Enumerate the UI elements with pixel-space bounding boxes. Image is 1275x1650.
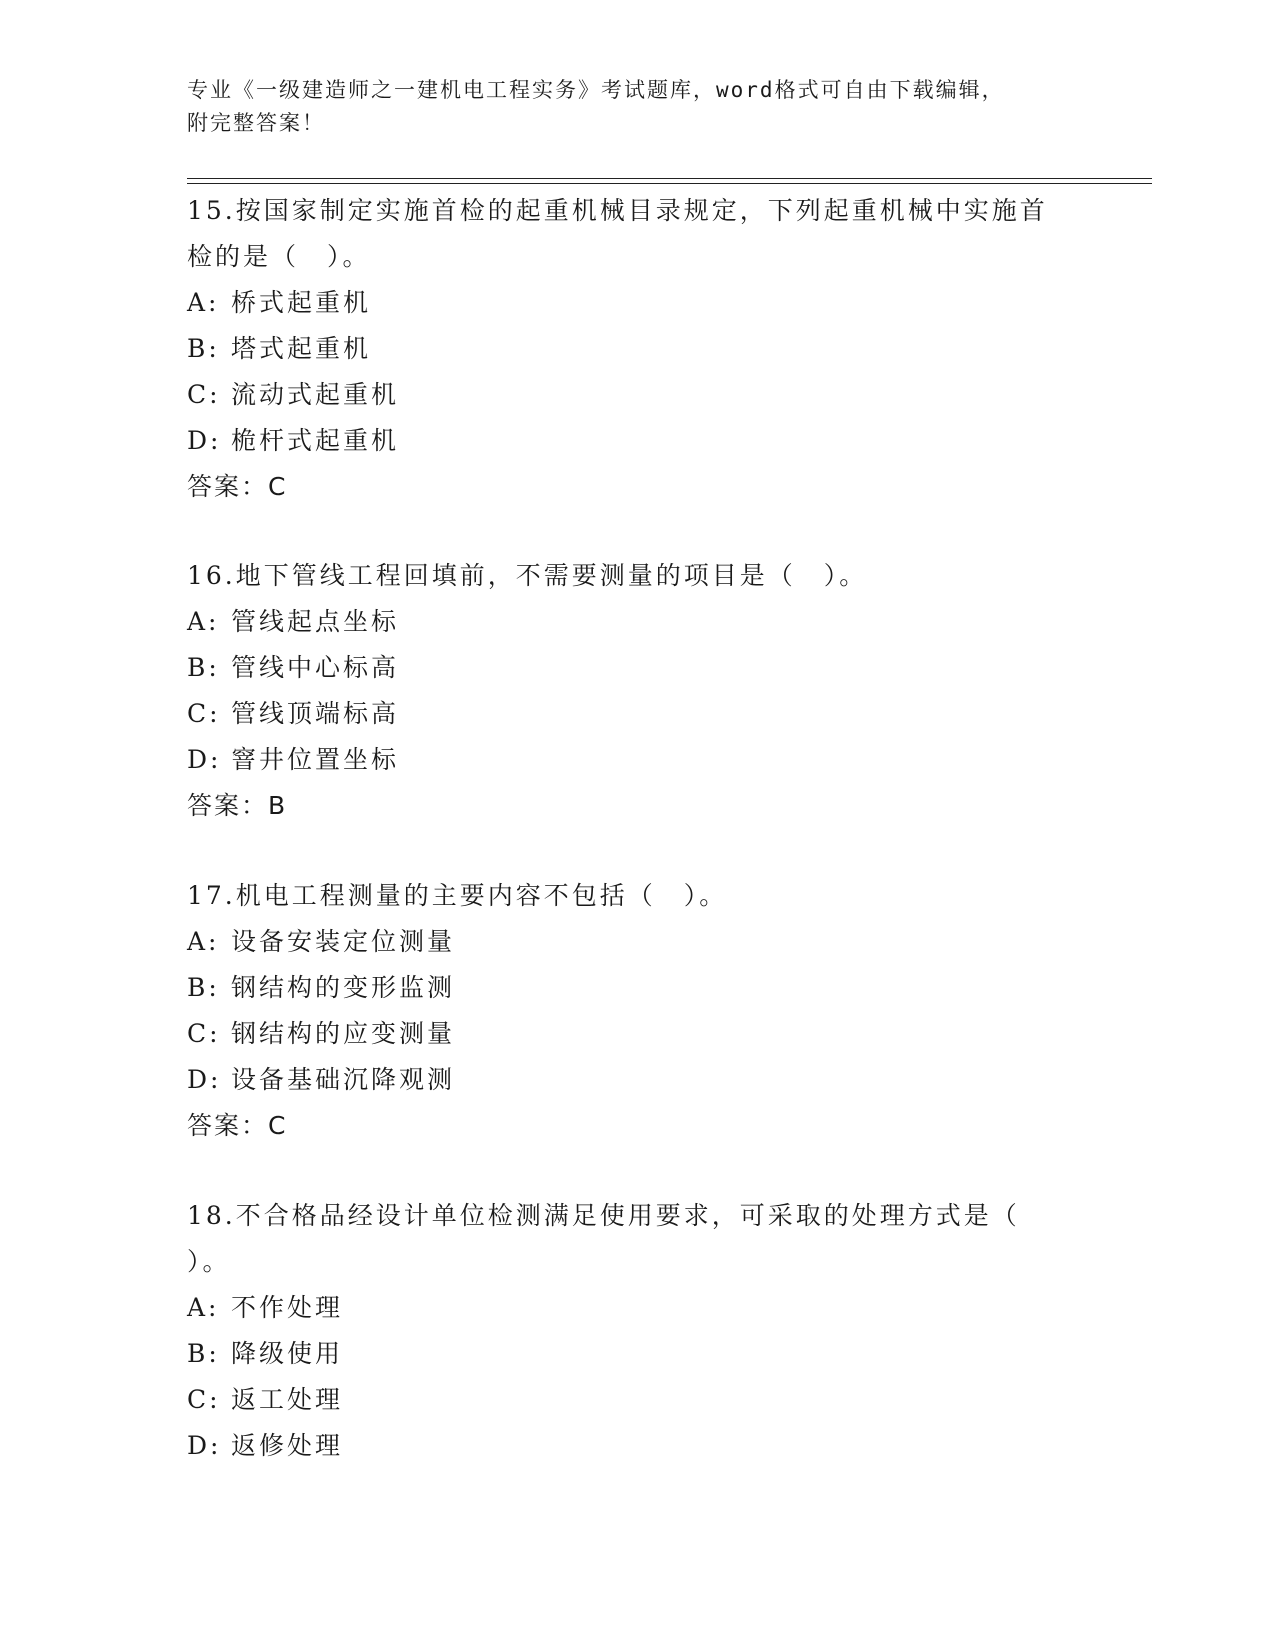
option-letter: B:: [187, 334, 220, 363]
question-stem-line: 15.按国家制定实施首检的起重机械目录规定，下列起重机械中实施首: [187, 196, 1048, 225]
option-text: 窨井位置坐标: [231, 745, 400, 774]
option-letter: C:: [187, 380, 221, 409]
option-text: 管线中心标高: [231, 653, 400, 682]
question-stem-line: 检的是（ ）。: [187, 242, 371, 271]
option-d: [187, 1423, 1087, 1469]
option-letter: D:: [187, 1065, 222, 1094]
option-letter: B:: [187, 973, 220, 1002]
answer-line: 答案：B: [187, 791, 288, 820]
header-divider-top: [187, 178, 1152, 179]
option-letter: A:: [187, 288, 220, 317]
option-text: 桥式起重机: [231, 288, 372, 317]
question-16: [187, 553, 1087, 829]
option-letter: A:: [187, 607, 220, 636]
option-b: [187, 645, 1087, 691]
question-15: [187, 188, 1087, 510]
option-text: 桅杆式起重机: [231, 426, 400, 455]
option-a: [187, 280, 1087, 326]
option-text: 管线起点坐标: [231, 607, 400, 636]
option-a: [187, 1285, 1087, 1331]
question-18: [187, 1193, 1087, 1469]
option-c: [187, 691, 1087, 737]
option-c: [187, 1377, 1087, 1423]
option-text: 设备安装定位测量: [231, 927, 456, 956]
option-text: 降级使用: [231, 1339, 344, 1368]
header-line-1: 专业《一级建造师之一建机电工程实务》考试题库，word格式可自由下载编辑，: [187, 78, 1005, 102]
option-letter: A:: [187, 927, 220, 956]
option-d: [187, 737, 1087, 783]
option-letter: B:: [187, 1339, 220, 1368]
option-b: [187, 326, 1087, 372]
option-text: 返修处理: [231, 1431, 344, 1460]
option-text: 钢结构的变形监测: [231, 973, 456, 1002]
option-d: [187, 1057, 1087, 1103]
option-letter: C:: [187, 1019, 221, 1048]
option-text: 管线顶端标高: [231, 699, 400, 728]
option-letter: C:: [187, 1385, 221, 1414]
answer-line: 答案：C: [187, 472, 288, 501]
question-stem-line: 16.地下管线工程回填前，不需要测量的项目是（ ）。: [187, 561, 868, 590]
question-17: [187, 873, 1087, 1149]
option-c: [187, 1011, 1087, 1057]
option-letter: A:: [187, 1293, 220, 1322]
option-text: 塔式起重机: [231, 334, 372, 363]
question-stem-line: 18.不合格品经设计单位检测满足使用要求，可采取的处理方式是（: [187, 1201, 1020, 1230]
option-text: 钢结构的应变测量: [231, 1019, 456, 1048]
option-text: 设备基础沉降观测: [231, 1065, 456, 1094]
answer-line: 答案：C: [187, 1111, 288, 1140]
option-a: [187, 919, 1087, 965]
option-letter: C:: [187, 699, 221, 728]
option-a: [187, 599, 1087, 645]
option-letter: B:: [187, 653, 220, 682]
option-b: [187, 1331, 1087, 1377]
option-b: [187, 965, 1087, 1011]
header-divider-bottom: [187, 183, 1152, 184]
document-header: [187, 74, 1087, 140]
question-stem-line: 17.机电工程测量的主要内容不包括（ ）。: [187, 881, 728, 910]
option-text: 返工处理: [231, 1385, 344, 1414]
option-c: [187, 372, 1087, 418]
option-d: [187, 418, 1087, 464]
option-letter: D:: [187, 745, 222, 774]
question-stem-line: ）。: [187, 1247, 231, 1276]
option-text: 流动式起重机: [231, 380, 400, 409]
option-letter: D:: [187, 426, 222, 455]
header-line-2: 附完整答案！: [187, 111, 325, 135]
option-text: 不作处理: [231, 1293, 344, 1322]
option-letter: D:: [187, 1431, 222, 1460]
